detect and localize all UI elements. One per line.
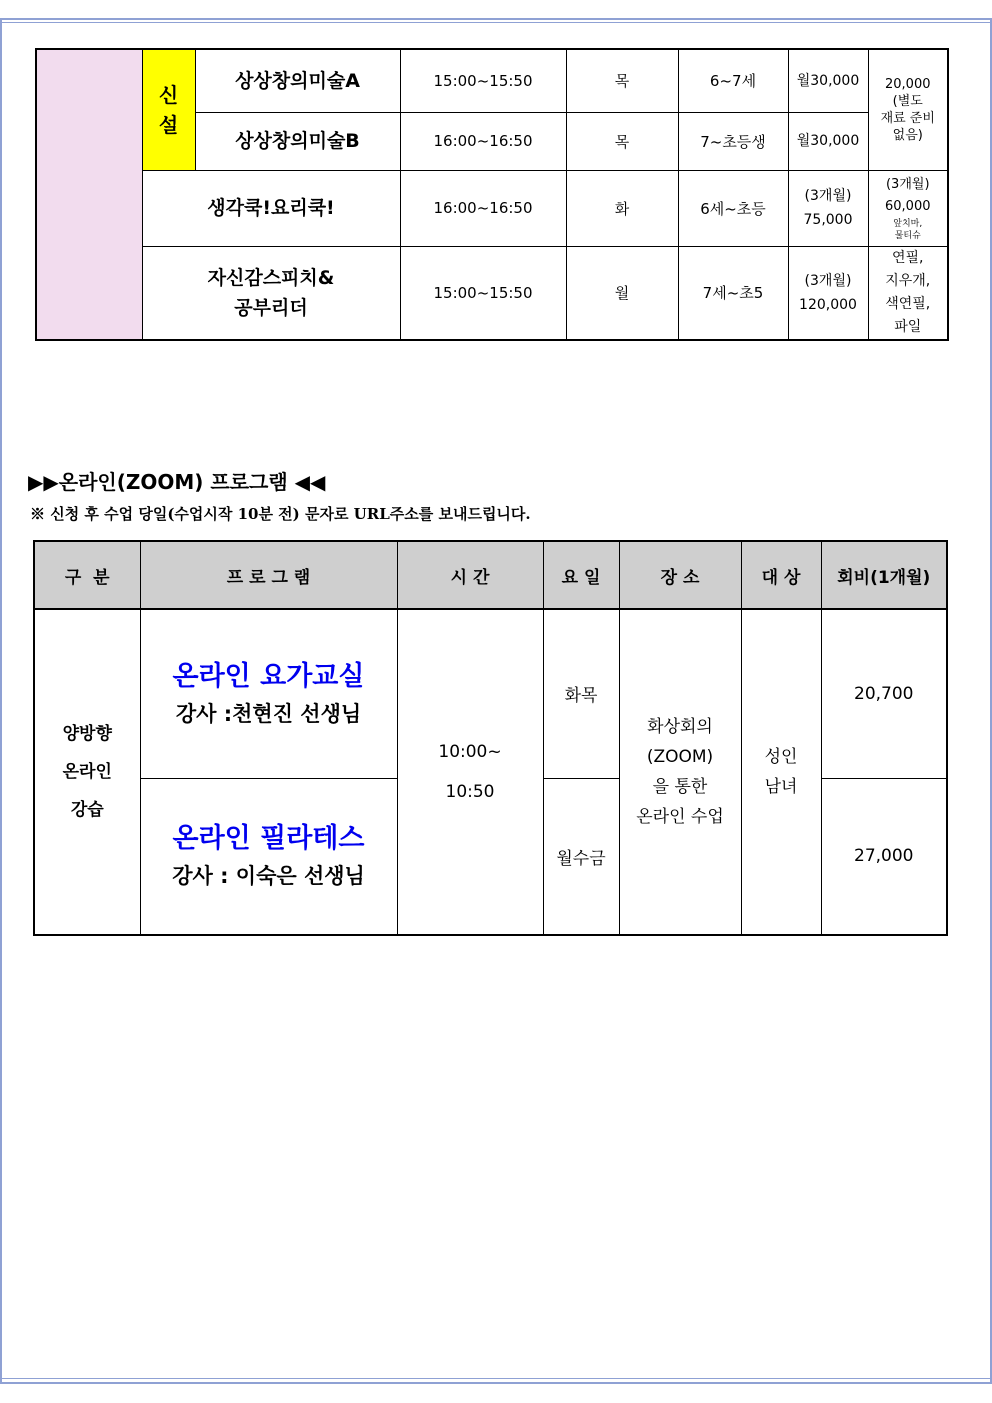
program-time: 16:00~16:50: [400, 112, 566, 170]
header-place: 장 소: [619, 541, 741, 609]
program-fee: 27,000: [821, 778, 947, 935]
children-program-table: [35, 48, 949, 341]
program-material-fee: [868, 170, 948, 246]
program-time: 10:00~ 10:50: [397, 609, 543, 935]
header-category: 구 분: [34, 541, 140, 609]
online-notice: ※ 신청 후 수업 당일(수업시작 10분 전) 문자로 URL주소를 보내드립니다.: [30, 505, 531, 523]
program-target: 7~초등생: [678, 112, 788, 170]
program-name: 자신감스피치& 공부리더: [142, 246, 400, 340]
program-day: 목: [566, 49, 678, 112]
frame-border-bottom: [0, 1382, 992, 1384]
category-cell: [36, 49, 142, 340]
program-target: 성인 남녀: [741, 609, 821, 935]
program-fee: (3개월) 75,000: [788, 170, 868, 246]
frame-border-top-inner: [0, 22, 992, 23]
program-target: 6세~초등: [678, 170, 788, 246]
program-day: 목: [566, 112, 678, 170]
program-name: 생각쿡!요리쿡!: [142, 170, 400, 246]
material-fee-note: 앞치마, 물티슈: [893, 219, 923, 241]
program-day: 월수금: [543, 778, 619, 935]
table-row: [36, 49, 948, 112]
program-title: 온라인 필라테스: [172, 823, 365, 855]
program-material-fee: 20,000 (별도 재료 준비 없음): [868, 49, 948, 170]
header-target: 대 상: [741, 541, 821, 609]
header-day: 요 일: [543, 541, 619, 609]
program-fee: (3개월) 120,000: [788, 246, 868, 340]
program-time: 16:00~16:50: [400, 170, 566, 246]
online-section-heading: ▶▶온라인(ZOOM) 프로그램 ◀◀: [28, 470, 326, 494]
program-fee: 월30,000: [788, 49, 868, 112]
new-badge: 신 설: [142, 49, 195, 170]
header-fee: 회비(1개월): [821, 541, 947, 609]
program-day: 화목: [543, 609, 619, 778]
material-fee-main: (3개월) 60,000: [885, 177, 931, 214]
program-fee: 20,700: [821, 609, 947, 778]
program-day: 화: [566, 170, 678, 246]
frame-border-bottom-inner: [0, 1378, 992, 1379]
online-category: 양방향 온라인 강습: [34, 609, 140, 935]
program-fee: 월30,000: [788, 112, 868, 170]
program-cell: [140, 778, 397, 935]
frame-border-top: [0, 18, 992, 20]
program-instructor: 강사 :천현진 선생님: [175, 701, 362, 726]
program-name: 상상창의미술B: [195, 112, 400, 170]
table-header-row: [34, 541, 947, 609]
table-row: [34, 609, 947, 778]
program-material-fee: 연필, 지우개, 색연필, 파일: [868, 246, 948, 340]
program-name: 상상창의미술A: [195, 49, 400, 112]
program-target: 7세~초5: [678, 246, 788, 340]
program-time: 15:00~15:50: [400, 49, 566, 112]
program-instructor: 강사 : 이숙은 선생님: [172, 864, 365, 889]
program-cell: [140, 609, 397, 778]
header-time: 시 간: [397, 541, 543, 609]
online-program-table: [33, 540, 948, 936]
header-program: 프 로 그 램: [140, 541, 397, 609]
frame-border-left: [0, 18, 2, 1383]
program-day: 월: [566, 246, 678, 340]
program-place: 화상회의 (ZOOM) 을 통한 온라인 수업: [619, 609, 741, 935]
program-target: 6~7세: [678, 49, 788, 112]
program-title: 온라인 요가교실: [172, 660, 365, 692]
table-row: [36, 170, 948, 246]
table-row: [36, 246, 948, 340]
program-time: 15:00~15:50: [400, 246, 566, 340]
